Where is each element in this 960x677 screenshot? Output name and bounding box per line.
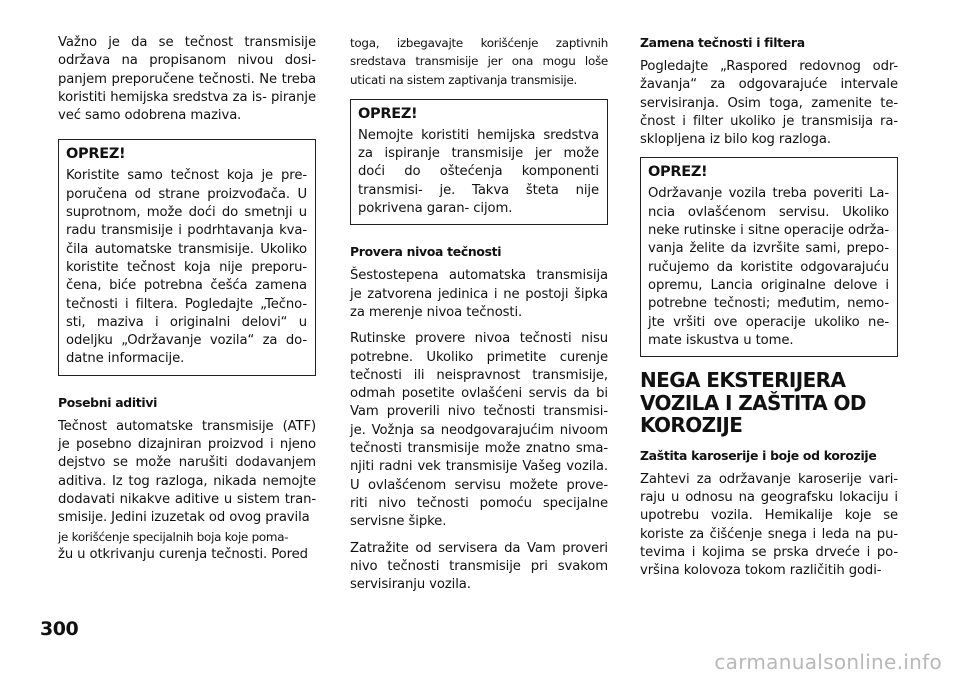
column-middle [350,34,608,602]
fluid-level-paragraph-2: Rutinske provere nivoa tečnosti nisu potrebne. Ukoliko primetite curenje tečnosti ili neispravnost transmisije, odmah posetite ovlašćeni servis da bi Vam proverili nivo tečnosti transmisi- je. Vožnja sa neodgovarajućim nivoom tečnosti transmisije može znatno sma- njiti radni vek transmisije Vašeg vozila. U ovlašćenom servisu možete prove- riti nivo tečnosti pomoću specijalne servisne šipke. [350,331,608,530]
column-left [58,34,316,572]
fluid-level-paragraph-3: Zatražite od servisera da Vam proveri nivo tečnosti transmisije pri svakom servisiranju vozila. [350,540,608,593]
fluid-change-paragraph: Pogledajte „Raspored redovnog odr- žavanja“ za odgovarajuće intervale servisiranja. Osim toga, zamenite te- čnost i filter ukoliko je transmisija ra- sklopljena iz bilo kog razloga. [640,59,898,148]
warning-box [350,99,608,225]
warning-text: Koristite samo tečnost koja je pre- poručena od strane proizvođača. U suprotnom, može doći do smetnji u radu transmisije i podrhtavanja kva- čila automatske transmisije. Ukoliko koristite tečnost koja nije preporu- čena, biće potrebna češća zamena tečnosti i filtera. Pogledajte „Tečno- sti, maziva i originalni delovi“ u odeljku „Održavanje vozila“ za do- datne informacije. [66,168,307,367]
fluid-level-paragraph-1: Šestostepena automatska transmisija je zatvorena jedinica i ne postoji šipka za merenje nivoa tečnosti. [350,268,608,320]
chapter-title: NEGA EKSTERIJERA VOZILA I ZAŠTITA OD KOROZIJE [640,368,866,438]
section-heading-corrosion: Zaštita karoserije i boje od korozije [640,447,877,463]
warning-box [640,157,898,357]
warning-text: Održavanje vozila treba poveriti La- ncia ovlašćenom servisu. Ukoliko neke rutinske i sitne operacije održa- vanja želite da izvršite sami, prepo- ručujemo da koristite odgovarajuću opremu, Lancia originalne delove i potrebne tečnosti; međutim, nemo- jte vršiti ove operacije ukoliko ne- mate iskustva u tome. [648,186,889,348]
warning-title: OPREZ! [66,146,126,163]
warning-title: OPREZ! [358,105,418,122]
corrosion-paragraph: Zahtevi za održavanje karoserije vari- raju u odnosu na geografsku lokaciju i upotrebu vozila. Hemikalije koje se koriste za čišćenje snega i leda na pu- tevima i kojima se prska drveće i po- vršina kolovoza tokom različitih godi- [640,471,898,579]
additives-paragraph-tail: je korišćenje specijalnih boja koje poma- [58,529,289,544]
warning-box [58,139,316,375]
warning-text: Nemojte koristiti hemijska sredstva za ispiranje transmisije jer može doći do oštećenja komponenti transmisi- je. Takva šteta nije pokrivena garan- cijom. [358,127,599,217]
sealants-paragraph: toga, izbegavajte korišćenje zaptivnih sredstava transmisije jer ona mogu loše uticati na sistem zaptivanja transmisije. [350,36,608,87]
section-heading-additives: Posebni aditivi [58,394,158,410]
additives-paragraph: Tečnost automatske transmisije (ATF) je posebno dizajniran proizvod i njeno dejstvo se može narušiti dodavanjem aditiva. Iz tog razloga, nikada nemojte dodavati nikakve aditive u sistem tran- smisije. Jedini izuzetak od ovog pravila [58,418,316,526]
warning-title: OPREZ! [648,164,708,181]
additives-paragraph-end: žu u otkrivanju curenja tečnosti. Pored [58,546,308,562]
section-heading-fluid-change: Zamena tečnosti i filtera [640,35,805,50]
intro-paragraph: Važno je da se tečnost transmisije održava na propisanom nivou dosi- panjem preporučene tečnosti. Ne treba koristiti hemijska sredstva za is- piranje već samo odobrena maziva. [58,35,316,124]
section-heading-fluid-level: Provera nivoa tečnosti [350,244,502,260]
column-right [640,34,898,588]
watermark: carmanualsonline.info [714,650,942,674]
page-number: 300 [40,618,79,640]
